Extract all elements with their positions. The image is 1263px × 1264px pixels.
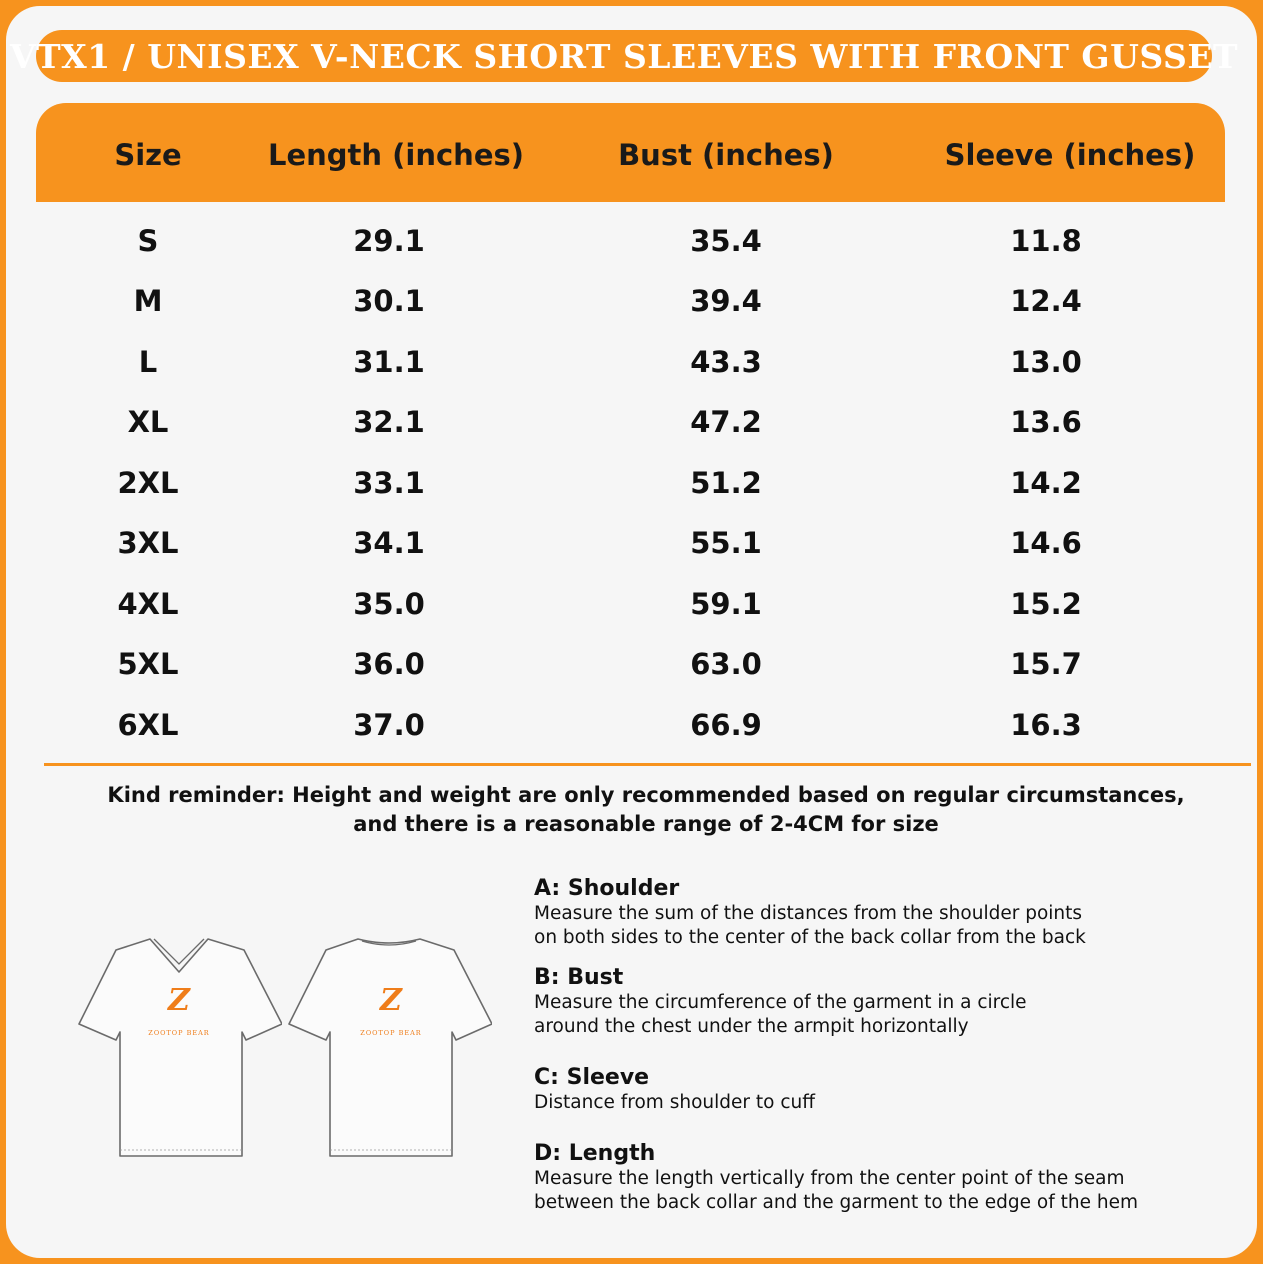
kind-reminder bbox=[46, 781, 1246, 839]
cell-size: 5XL bbox=[117, 647, 179, 681]
cell-length: 31.1 bbox=[353, 345, 425, 379]
cell-size: M bbox=[133, 284, 163, 318]
measurement-title: C: Sleeve bbox=[534, 1065, 650, 1090]
reminder-line-2: and there is a reasonable range of 2-4CM for size bbox=[353, 812, 939, 836]
cell-length: 32.1 bbox=[353, 405, 425, 439]
table-row bbox=[6, 695, 1257, 755]
cell-sleeve: 12.4 bbox=[1010, 284, 1082, 318]
measurement-desc: Measure the length vertically from the center point of the seam between the back collar and the garment to the edge of the hem bbox=[534, 1168, 1139, 1213]
measurement-length bbox=[534, 1141, 1234, 1215]
cell-sleeve: 11.8 bbox=[1010, 224, 1082, 258]
header-bust: Bust (inches) bbox=[618, 138, 834, 172]
tshirt-front-illustration bbox=[76, 936, 282, 1160]
cell-sleeve: 16.3 bbox=[1010, 708, 1082, 742]
measurement-sleeve bbox=[534, 1065, 1234, 1115]
table-row bbox=[6, 634, 1257, 694]
table-row bbox=[6, 392, 1257, 452]
cell-size: S bbox=[137, 224, 159, 258]
cell-length: 34.1 bbox=[353, 526, 425, 560]
cell-sleeve: 13.0 bbox=[1010, 345, 1082, 379]
header-length: Length (inches) bbox=[267, 138, 525, 172]
cell-size: 2XL bbox=[117, 466, 179, 500]
header-sleeve: Sleeve (inches) bbox=[944, 138, 1196, 172]
cell-length: 36.0 bbox=[353, 647, 425, 681]
cell-bust: 47.2 bbox=[690, 405, 762, 439]
cell-length: 35.0 bbox=[353, 587, 425, 621]
cell-size: XL bbox=[127, 405, 169, 439]
table-row bbox=[6, 453, 1257, 513]
measurement-desc: Distance from shoulder to cuff bbox=[534, 1092, 815, 1113]
cell-bust: 66.9 bbox=[690, 708, 762, 742]
cell-bust: 43.3 bbox=[690, 345, 762, 379]
cell-bust: 63.0 bbox=[690, 647, 762, 681]
cell-sleeve: 14.2 bbox=[1010, 466, 1082, 500]
divider bbox=[44, 763, 1251, 766]
reminder-line-1: Kind reminder: Height and weight are only recommended based on regular circumstances, bbox=[107, 783, 1185, 807]
table-row bbox=[6, 271, 1257, 331]
cell-length: 33.1 bbox=[353, 466, 425, 500]
title-banner bbox=[9, 30, 1239, 82]
cell-bust: 51.2 bbox=[690, 466, 762, 500]
page-title: VTX1 / UNISEX V-NECK SHORT SLEEVES WITH FRONT GUSSET bbox=[9, 36, 1239, 76]
cell-size: 3XL bbox=[117, 526, 179, 560]
measurement-desc: Measure the sum of the distances from the shoulder points on both sides to the center of the back collar from the back bbox=[534, 903, 1086, 948]
cell-bust: 59.1 bbox=[690, 587, 762, 621]
measurement-title: A: Shoulder bbox=[534, 876, 680, 901]
cell-length: 37.0 bbox=[353, 708, 425, 742]
cell-sleeve: 15.7 bbox=[1010, 647, 1082, 681]
cell-sleeve: 15.2 bbox=[1010, 587, 1082, 621]
brand-logo-text: ZOOTOP BEAR bbox=[148, 1029, 210, 1037]
svg-text:Z: Z bbox=[168, 983, 190, 1018]
measurement-shoulder bbox=[534, 876, 1234, 950]
cell-length: 30.1 bbox=[353, 284, 425, 318]
table-row bbox=[6, 513, 1257, 573]
cell-size: 4XL bbox=[117, 587, 179, 621]
cell-bust: 39.4 bbox=[690, 284, 762, 318]
table-row bbox=[6, 211, 1257, 271]
cell-size: 6XL bbox=[117, 708, 179, 742]
measurement-desc: Measure the circumference of the garment in a circle around the chest under the armpit horizontally bbox=[534, 992, 1027, 1037]
cell-size: L bbox=[138, 345, 158, 379]
cell-sleeve: 14.6 bbox=[1010, 526, 1082, 560]
measurement-bust bbox=[534, 965, 1234, 1039]
tshirt-back-illustration bbox=[286, 936, 492, 1160]
svg-text:Z: Z bbox=[380, 983, 402, 1018]
measurement-title: D: Length bbox=[534, 1141, 656, 1166]
brand-logo-text: ZOOTOP BEAR bbox=[360, 1029, 422, 1037]
table-row bbox=[6, 574, 1257, 634]
cell-bust: 35.4 bbox=[690, 224, 762, 258]
measurement-title: B: Bust bbox=[534, 965, 624, 990]
cell-bust: 55.1 bbox=[690, 526, 762, 560]
header-size: Size bbox=[114, 138, 182, 172]
size-chart-card bbox=[6, 6, 1257, 1258]
cell-sleeve: 13.6 bbox=[1010, 405, 1082, 439]
table-row bbox=[6, 332, 1257, 392]
table-header bbox=[36, 103, 1225, 202]
cell-length: 29.1 bbox=[353, 224, 425, 258]
